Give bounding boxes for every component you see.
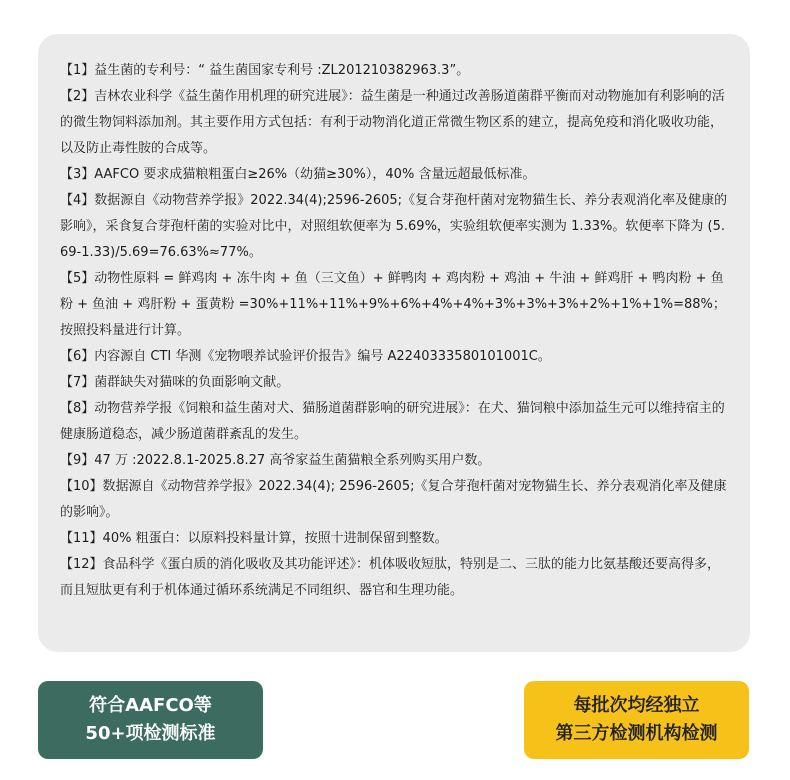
reference-note-10: 【10】数据源自《动物营养学报》2022.34(4); 2596-2605;《复合芽孢杆菌对宠物猫生长、养分表观消化率及健康的影响》。 [60, 479, 727, 520]
reference-note-1: 【1】益生菌的专利号：“ 益生菌国家专利号 :ZL201210382963.3”。 [60, 63, 470, 78]
reference-note-12: 【12】食品科学《蛋白质的消化吸收及其功能评述》：机体吸收短肽，特别是二、三肽的能力比氨基酸还要高得多，而且短肽更有利于机体通过循环系统满足不同组织、器官和生理功能。 [60, 557, 721, 598]
reference-note-2: 【2】吉林农业科学《益生菌作用机理的研究进展》：益生菌是一种通过改善肠道菌群平衡而对动物施加有利影响的活的微生物饲料添加剂。其主要作用方式包括：有利于动物消化道正常微生物区系的建立，提高免疫和消化吸收功能，以及防止毒性胺的合成等。 [60, 89, 725, 156]
testing-badge-line-2: 第三方检测机构检测 [555, 723, 718, 744]
references-list [60, 58, 732, 604]
reference-note-4: 【4】数据源自《动物营养学报》2022.34(4);2596-2605;《复合芽孢杆菌对宠物猫生长、养分表观消化率及健康的影响》，采食复合芽孢杆菌的实验对比中，对照组软便率为 5.69%，实验组软便率实测为 1.33%。软便率下降为 (5.69-1.33)/5.69=76.63%≈77%。 [60, 193, 728, 260]
reference-note-9: 【9】47 万 :2022.8.1-2025.8.27 高爷家益生菌猫粮全系列购买用户数。 [60, 453, 491, 468]
reference-note-7: 【7】菌群缺失对猫咪的负面影响文献。 [60, 375, 290, 390]
aafco-badge-line-1: 符合AAFCO等 [89, 695, 212, 716]
aafco-standards-badge [38, 681, 263, 759]
reference-note-5: 【5】动物性原料 = 鲜鸡肉 + 冻牛肉 + 鱼（三文鱼）+ 鲜鸭肉 + 鸡肉粉 + 鸡油 + 牛油 + 鲜鸡肝 + 鸭肉粉 + 鱼粉 + 鱼油 + 鸡肝粉 + 蛋黄粉 =30%+11%+11%+9%+6%+4%+4%+3%+3%+3%+2%+1%+1%=88%；按照投料量进行计算。 [60, 271, 726, 338]
reference-note-3: 【3】AAFCO 要求成猫粮粗蛋白≥26%（幼猫≥30%），40% 含量远超最低标准。 [60, 167, 536, 182]
aafco-badge-line-2: 50+项检测标准 [85, 723, 216, 744]
reference-note-11: 【11】40% 粗蛋白：以原料投料量计算，按照十进制保留到整数。 [60, 531, 448, 546]
testing-badge-line-1: 每批次均经独立 [573, 695, 700, 716]
reference-note-6: 【6】内容源自 CTI 华测《宠物喂养试验评价报告》编号 A2240333580101001C。 [60, 349, 551, 364]
references-panel [38, 34, 750, 652]
third-party-testing-badge [524, 681, 749, 759]
reference-note-8: 【8】动物营养学报《饲粮和益生菌对犬、猫肠道菌群影响的研究进展》：在犬、猫饲粮中添加益生元可以维持宿主的健康肠道稳态，减少肠道菌群紊乱的发生。 [60, 401, 725, 442]
